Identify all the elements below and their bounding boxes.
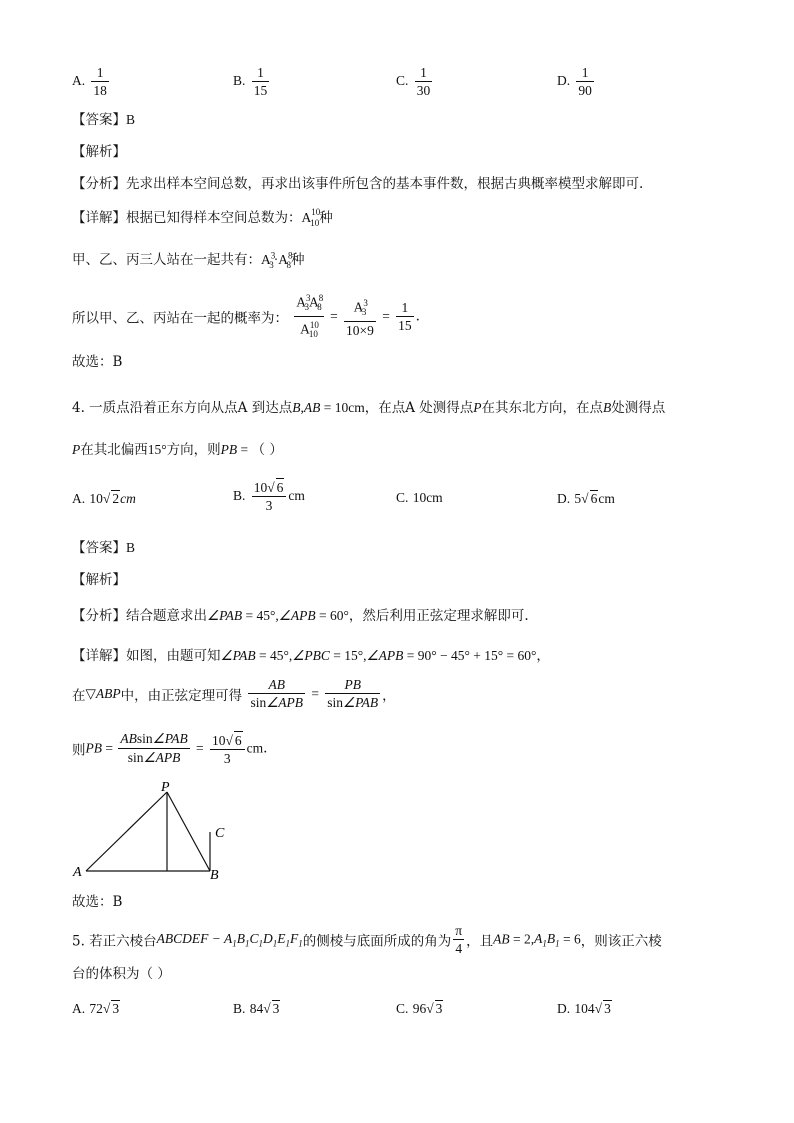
q4-stem: 4. 一质点沿着正东方向从点A 到达点B,AB = 10cm，在点A 处测得点P在其东北方向，在点B处测得点 [72,400,666,416]
q4-option-a: A. 10√ 2cm [72,491,136,506]
label-a: A [73,865,82,880]
q3-option-b: B. $\frac{1}{15}$ [233,65,268,98]
q3-xiangjie: 【详解】根据已知得样本空间总数为：$A^{10}_{10}$种 [72,206,333,228]
q4-xiangjie: 【详解】如图，由题可知∠PAB = 45°,∠PBC = 15°,∠APB = 90° − 45° + 15° = 60°， [72,648,550,664]
q3-option-d: D. $\frac{1}{90}$ [557,65,592,98]
q3-probability-line: 所以甲、乙、丙站在一起的概率为： $\frac{A^3_3A^8_8}{A^{10}_{10}}$ = $\frac{A^3_3}{10\times 9}$ = $\frac{1}{15}$ . [72,290,420,343]
q3-option-a: A. $\frac{1}{18}$ [72,65,107,98]
q5-stem: 5. 若正六棱台ABCDEF − $A_1B_1C_1D_1E_1F_1$的侧棱与底面所成的角为 $\frac{\pi}{4}$ ，且AB = $2,A_1B_1 = 6$，则该正六棱 [72,923,662,956]
label-b: B [210,868,219,883]
q5-option-b: B. 84√ 3 [233,1001,280,1016]
q4-stem-line2: P在其北偏西15°方向，则PB = （ ） [72,442,283,458]
q5-stem-line2: 台的体积为（ ） [72,966,171,982]
q4-answer: 【答案】B [72,540,136,556]
fraction: $\frac{A^3_3A^8_8}{A^{10}_{10}}$ [294,290,324,343]
q4-option-d: D. 5√ 6cm [557,491,615,506]
q3-answer: 【答案】B [72,112,136,128]
q5-option-d: D. 104√ 3 [557,1001,611,1016]
q3-option-c: C. $\frac{1}{30}$ [396,65,431,98]
label-c: C [215,826,225,841]
label-p: P [161,780,170,795]
q3-guxuan: 故选：B [72,354,123,370]
fraction: $\frac{1}{18}$ [93,65,107,98]
q4-pb-result: 则PB = $\frac{\text{ABsin∠PAB}}{\text{sin∠APB}}$ = $\frac{10√ 6}{3}$ cm. [72,731,268,766]
triangle-figure [70,778,230,884]
q4-option-c: C. 10cm [396,490,443,505]
q4-sine-law: 在▽ABP中，由正弦定理可得 $\frac{AB}{\text{sin∠APB}}$ = $\frac{PB}{\text{sin∠PAB}}$ ， [72,677,396,710]
q3-line-arrangement: 甲、乙、丙三人站在一起共有：$A^3_3\cdot A^8_8$种 [72,250,305,270]
q4-guxuan: 故选：B [72,894,123,910]
q5-option-a: A. 72√ 3 [72,1001,120,1016]
q3-fenxi: 【分析】先求出样本空间总数，再求出该事件所包含的基本事件数，根据古典概率模型求解即可. [72,176,644,192]
q4-option-b: B. $\frac{10√ 6}{3}$ cm [233,480,305,513]
q4-jiexi: 【解析】 [72,572,126,588]
q3-jiexi: 【解析】 [72,144,126,160]
q5-option-c: C. 96√ 3 [396,1001,443,1016]
q4-fenxi: 【分析】结合题意求出∠PAB = 45°,∠APB = 60°，然后利用正弦定理求解即可. [72,608,529,624]
